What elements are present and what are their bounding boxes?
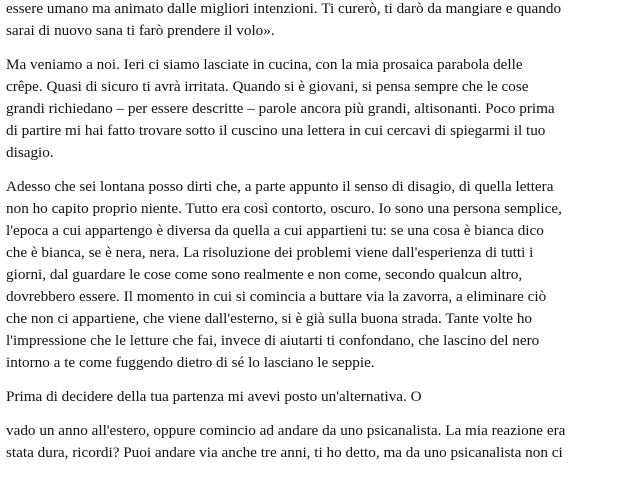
text-line: intorno a te come fuggendo dietro di sé lo lasciano le seppie.: [6, 354, 375, 371]
paragraph-1: [6, 0, 634, 42]
paragraph-4: [6, 386, 634, 408]
text-line: dovrebbero essere. Il momento in cui si comincia a buttare via la zavorra, a eliminare ciò: [6, 288, 547, 305]
text-line: disagio.: [6, 144, 54, 161]
text-line: crêpe. Quasi di sicuro ti avrà irritata. Quando si è giovani, si pensa sempre che le cose: [6, 78, 529, 95]
text-line: Adesso che sei lontana posso dirti che, a parte appunto il senso di disagio, di quella lettera: [6, 178, 554, 195]
paragraph-3: [6, 176, 634, 374]
document-page: [6, 0, 634, 476]
text-line: non ho capito proprio niente. Tutto era così contorto, oscuro. Io sono una persona semplice,: [6, 200, 562, 217]
text-line: l'epoca a cui appartengo è diversa da quella a cui appartieni tu: se una cosa è bianca dico: [6, 222, 544, 239]
text-line: di partire mi hai fatto trovare sotto il cuscino una lettera in cui cercavi di spiegarmi il tuo: [6, 122, 546, 139]
text-line: che non ci appartiene, che viene dall'esterno, si è già sulla buona strada. Tante volte ho: [6, 310, 533, 327]
text-line: sarai di nuovo sana ti farò prendere il volo».: [6, 22, 275, 39]
paragraph-5: [6, 420, 634, 464]
text-line: essere umano ma animato dalle migliori intenzioni. Ti curerò, ti darò da mangiare e quando: [6, 0, 562, 17]
paragraph-2: [6, 54, 634, 164]
text-line: stata dura, ricordi? Puoi andare via anche tre anni, ti ho detto, ma da uno psicanalista non ci: [6, 444, 563, 461]
text-line: l'impressione che le letture che fai, invece di aiutarti ti confondano, che lascino del nero: [6, 332, 540, 349]
text-line: giorni, dal guardare le cose come sono realmente e non come, secondo qualcun altro,: [6, 266, 523, 283]
text-line: che è bianca, se è nera, nera. La risoluzione dei problemi viene dall'esperienza di tutti i: [6, 244, 534, 261]
text-line: Ma veniamo a noi. Ieri ci siamo lasciate in cucina, con la mia prosaica parabola delle: [6, 56, 523, 73]
text-line: Prima di decidere della tua partenza mi avevi posto un'alternativa. O: [6, 388, 422, 405]
text-line: vado un anno all'estero, oppure comincio ad andare da uno psicanalista. La mia reazione era: [6, 422, 566, 439]
text-line: grandi richiedano – per essere descritte – parole ancora più grandi, altisonanti. Poco prima: [6, 100, 555, 117]
